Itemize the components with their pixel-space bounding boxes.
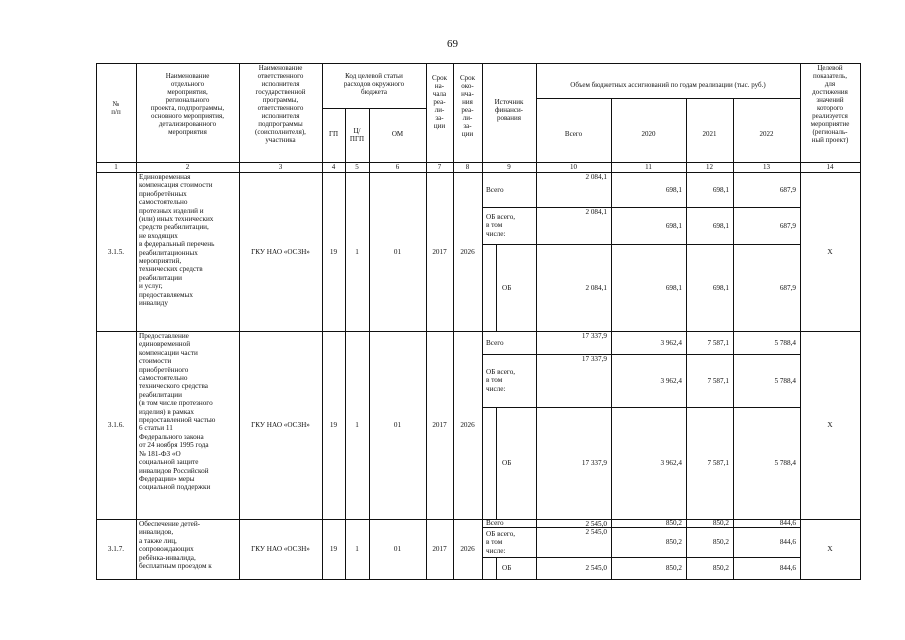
funding-source: ОБ bbox=[502, 564, 512, 572]
code-gp: 19 bbox=[329, 545, 338, 553]
funding-source: Всего bbox=[486, 339, 504, 347]
table-rule bbox=[496, 244, 497, 332]
activity-name: Предоставление единовременной компенсации части стоимости приобретённого самостоятельно технического средства реабилитации (в том числе протезного изделия) в рамках предоставленной частью 6 статьи 11 Федерального закона от 24 ноября 1995 года № 181-ФЗ «О социальной защите инвалидов Российской Федерации» меры социальной поддержки bbox=[139, 332, 216, 492]
activity-name: Обеспечение детей- инвалидов, а также лиц, сопровождающих ребёнка-инвалида, бесплатным проездом к bbox=[139, 520, 212, 571]
header-om: ОМ bbox=[391, 130, 404, 138]
amount-2020: 850,2 bbox=[665, 564, 682, 572]
amount-2020: 3 962,4 bbox=[660, 459, 682, 467]
amount-total: 17 337,9 bbox=[581, 332, 607, 340]
table-rule bbox=[733, 331, 734, 520]
table-rule bbox=[496, 407, 497, 520]
amount-total: 2 084,1 bbox=[585, 173, 607, 181]
table-rule bbox=[482, 407, 801, 408]
table-rule bbox=[322, 108, 427, 109]
funding-source: ОБ bbox=[502, 284, 512, 292]
table-rule bbox=[96, 63, 97, 580]
amount-total: 17 337,9 bbox=[581, 355, 607, 363]
header-code: Код целевой статьи расходов окружного бюджета bbox=[343, 72, 405, 96]
code-pgp: 1 bbox=[355, 545, 359, 553]
activity-name: Единовременная компенсация стоимости приобретённых самостоятельно протезных изделий и (или) иных технических средств реабилитации, не входящих в федеральный перечень реабилитационных мероприятий, технических средств реабилитации и услуг, предоставляемых инвалиду bbox=[139, 173, 215, 308]
header-total: Всего bbox=[564, 130, 583, 138]
amount-2020: 698,1 bbox=[665, 284, 682, 292]
column-number: 3 bbox=[278, 163, 283, 171]
column-number: 8 bbox=[465, 163, 470, 171]
amount-2021: 698,1 bbox=[712, 222, 729, 230]
table-rule bbox=[369, 108, 370, 580]
table-rule bbox=[482, 354, 801, 355]
amount-2020: 698,1 bbox=[665, 186, 682, 194]
column-number: 6 bbox=[395, 163, 400, 171]
header-start: Срок на- чала реа- ли- за- ции bbox=[431, 74, 448, 130]
row-number: 3.1.7. bbox=[107, 545, 125, 553]
row-number: 3.1.5. bbox=[107, 248, 125, 256]
column-number: 13 bbox=[763, 163, 770, 171]
amount-2022: 844,6 bbox=[779, 564, 796, 572]
funding-source: ОБ всего, в том числе: bbox=[486, 213, 516, 238]
amount-2021: 850,2 bbox=[712, 538, 729, 546]
start-year: 2017 bbox=[432, 545, 447, 553]
table-rule bbox=[482, 63, 483, 580]
amount-2021: 698,1 bbox=[712, 186, 729, 194]
table-rule bbox=[426, 63, 427, 580]
code-om: 01 bbox=[393, 248, 402, 256]
header-end: Срок око- нча- ния реа- ли- за- ции bbox=[459, 74, 476, 138]
header-2022: 2022 bbox=[759, 130, 774, 138]
amount-2022: 5 788,4 bbox=[774, 377, 796, 385]
header-gp: ГП bbox=[328, 130, 339, 138]
amount-total: 17 337,9 bbox=[581, 459, 607, 467]
table-rule bbox=[322, 63, 323, 580]
table-rule bbox=[136, 63, 137, 580]
column-number: 14 bbox=[826, 163, 834, 171]
amount-2021: 7 587,1 bbox=[707, 339, 729, 347]
column-number: 11 bbox=[645, 163, 652, 171]
amount-2022: 687,9 bbox=[779, 186, 796, 194]
header-source: Источник финанси- рования bbox=[494, 98, 524, 122]
column-number: 7 bbox=[437, 163, 442, 171]
amount-2020: 3 962,4 bbox=[660, 339, 682, 347]
amount-total: 2 084,1 bbox=[585, 284, 607, 292]
table-rule bbox=[733, 172, 734, 332]
table-rule bbox=[482, 207, 801, 208]
amount-2020: 698,1 bbox=[665, 222, 682, 230]
amount-2022: 844,6 bbox=[779, 538, 796, 546]
column-number: 1 bbox=[114, 163, 118, 171]
end-year: 2026 bbox=[460, 248, 475, 256]
amount-2020: 850,2 bbox=[665, 538, 682, 546]
header-name: Наименование отдельного мероприятия, регионального проекта, подпрограммы, основного мероприятия, детализированного мероприятия bbox=[150, 72, 225, 136]
header-executor: Наименование ответственного исполнителя государственной программы, ответственного исполнителя подпрограммы (соисполнителя), участника bbox=[255, 64, 306, 144]
amount-total: 2 545,0 bbox=[585, 564, 607, 572]
amount-2021: 698,1 bbox=[712, 284, 729, 292]
header-no: № п/п bbox=[111, 100, 121, 116]
executor: ГКУ НАО «ОСЗН» bbox=[251, 421, 310, 429]
amount-2022: 687,9 bbox=[779, 284, 796, 292]
table-rule bbox=[96, 63, 861, 64]
amount-total: 2 084,1 bbox=[585, 208, 607, 216]
amount-total: 2 545,0 bbox=[585, 528, 607, 536]
start-year: 2017 bbox=[432, 421, 447, 429]
amount-2021: 7 587,1 bbox=[707, 459, 729, 467]
table-rule bbox=[536, 98, 801, 99]
table-rule bbox=[536, 63, 537, 580]
executor: ГКУ НАО «ОСЗН» bbox=[251, 545, 310, 553]
table-rule bbox=[611, 172, 612, 332]
table-rule bbox=[453, 63, 454, 580]
code-om: 01 bbox=[393, 545, 402, 553]
executor: ГКУ НАО «ОСЗН» bbox=[251, 248, 310, 256]
amount-2022: 844,6 bbox=[779, 519, 796, 527]
start-year: 2017 bbox=[432, 248, 447, 256]
header-target: Целевой показатель, для достижения значений которого реализуется мероприятие (региональ- ный проект) bbox=[810, 64, 850, 144]
amount-2021: 850,2 bbox=[712, 564, 729, 572]
table-rule bbox=[686, 172, 687, 332]
target-indicator: Х bbox=[827, 421, 833, 429]
table-rule bbox=[496, 557, 497, 580]
header-pgp: Ц/ ПГП bbox=[349, 127, 365, 143]
funding-source: ОБ всего, в том числе: bbox=[486, 368, 516, 393]
code-gp: 19 bbox=[329, 421, 338, 429]
header-volume: Объем бюджетных ассигнований по годам реализации (тыс. руб.) bbox=[570, 81, 766, 89]
code-om: 01 bbox=[393, 421, 402, 429]
table-rule bbox=[860, 63, 861, 580]
amount-2022: 5 788,4 bbox=[774, 339, 796, 347]
row-number: 3.1.6. bbox=[107, 421, 125, 429]
funding-source: ОБ всего, в том числе: bbox=[486, 530, 516, 555]
code-gp: 19 bbox=[329, 248, 338, 256]
table-rule bbox=[345, 108, 346, 580]
column-number: 5 bbox=[355, 163, 359, 171]
column-number: 2 bbox=[185, 163, 190, 171]
amount-2020: 3 962,4 bbox=[660, 377, 682, 385]
amount-2022: 5 788,4 bbox=[774, 459, 796, 467]
funding-source: ОБ bbox=[502, 459, 512, 467]
header-2021: 2021 bbox=[702, 130, 717, 138]
column-number: 9 bbox=[507, 163, 511, 171]
table-rule bbox=[96, 579, 861, 580]
funding-source: Всего bbox=[486, 186, 504, 194]
column-number: 12 bbox=[706, 163, 713, 171]
code-pgp: 1 bbox=[355, 421, 359, 429]
table-rule bbox=[482, 557, 801, 558]
table-rule bbox=[686, 331, 687, 520]
amount-2022: 687,9 bbox=[779, 222, 796, 230]
end-year: 2026 bbox=[460, 545, 475, 553]
target-indicator: Х bbox=[827, 545, 833, 553]
amount-total: 2 545,0 bbox=[585, 520, 607, 528]
table-rule bbox=[611, 331, 612, 520]
page-number: 69 bbox=[447, 38, 458, 50]
column-number: 4 bbox=[331, 163, 336, 171]
end-year: 2026 bbox=[460, 421, 475, 429]
code-pgp: 1 bbox=[355, 248, 359, 256]
header-2020: 2020 bbox=[641, 130, 656, 138]
amount-2020: 850,2 bbox=[665, 519, 682, 527]
funding-source: Всего bbox=[486, 519, 504, 527]
amount-2021: 7 587,1 bbox=[707, 377, 729, 385]
table-rule bbox=[482, 244, 801, 245]
target-indicator: Х bbox=[827, 248, 833, 256]
column-number: 10 bbox=[570, 163, 577, 171]
amount-2021: 850,2 bbox=[712, 519, 729, 527]
